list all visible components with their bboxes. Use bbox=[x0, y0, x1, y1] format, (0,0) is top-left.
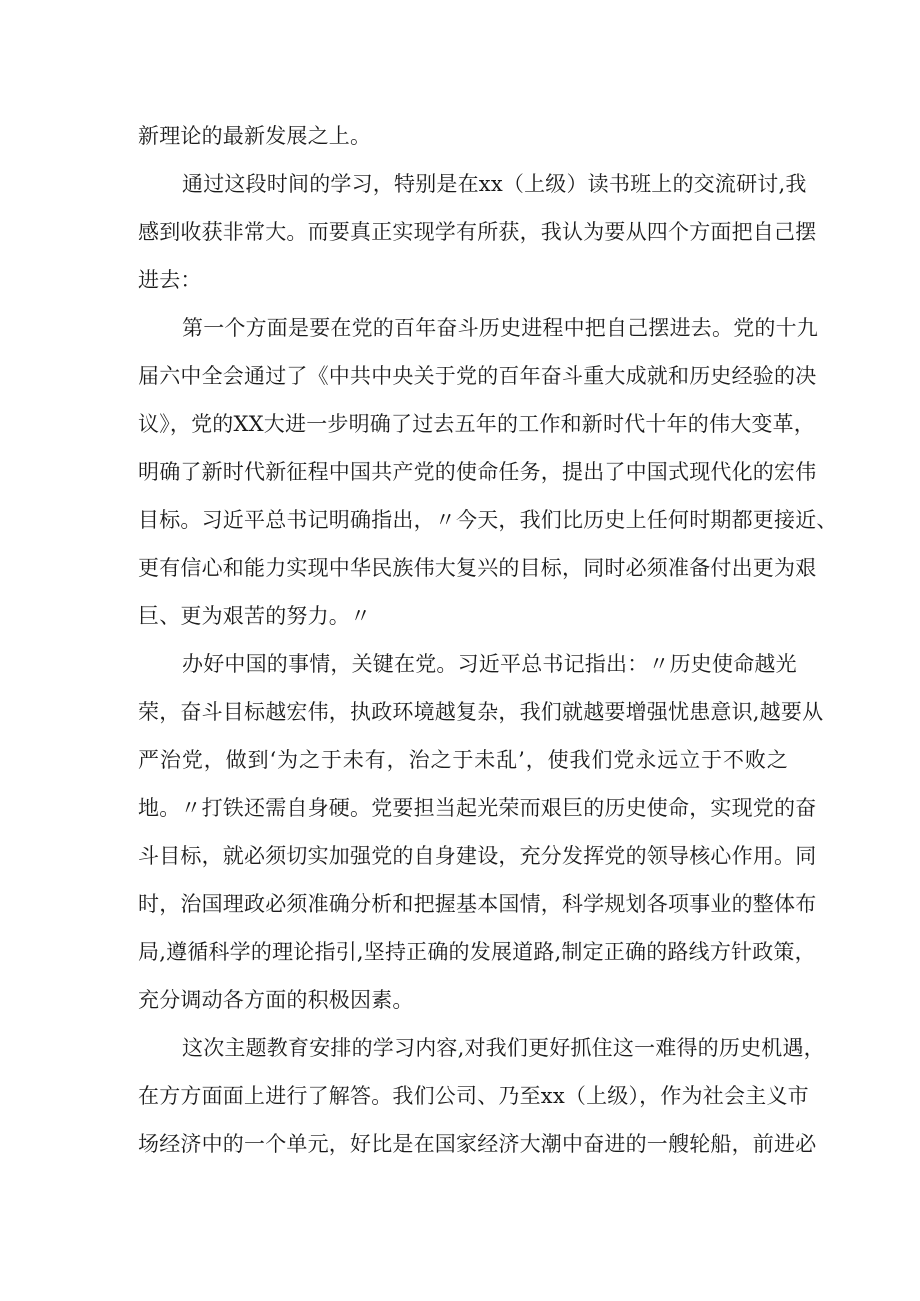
text-line: 这次主题教育安排的学习内容,对我们更好抓住这一难得的历史机遇， bbox=[182, 1036, 825, 1060]
text-line: 进去： bbox=[138, 268, 202, 292]
text-line: 更有信心和能力实现中华民族伟大复兴的目标，同时必须准备付出更为艰 bbox=[138, 556, 817, 580]
text-line: 场经济中的一个单元，好比是在国家经济大潮中奋进的一艘轮船，前进必 bbox=[138, 1132, 817, 1156]
text-line: 第一个方面是要在党的百年奋斗历史进程中把自己摆进去。党的十九 bbox=[182, 316, 818, 340]
text-line: 地。〃打铁还需自身硬。党要担当起光荣而艰巨的历史使命，实现党的奋 bbox=[138, 796, 817, 820]
text-line: 通过这段时间的学习，特别是在xx（上级）读书班上的交流研讨,我 bbox=[182, 172, 807, 196]
text-line: 议》，党的XX大进一步明确了过去五年的工作和新时代十年的伟大变革， bbox=[138, 412, 815, 436]
text-line: 荣，奋斗目标越宏伟，执政环境越复杂，我们就越要增强忧患意识,越要从 bbox=[138, 700, 824, 724]
text-line: 感到收获非常大。而要真正实现学有所获，我认为要从四个方面把自己摆 bbox=[138, 220, 817, 244]
text-line: 在方方面面上进行了解答。我们公司、乃至xx（上级），作为社会主义市 bbox=[138, 1084, 809, 1108]
text-line: 届六中全会通过了《中共中央关于党的百年奋斗重大成就和历史经验的决 bbox=[138, 364, 817, 388]
text-line: 局,遵循科学的理论指引,坚持正确的发展道路,制定正确的路线方针政策， bbox=[138, 940, 816, 964]
text-line: 严治党，做到‘为之于未有，治之于未乱’，使我们党永远立于不败之 bbox=[138, 748, 788, 772]
text-line: 明确了新时代新征程中国共产党的使命任务，提出了中国式现代化的宏伟 bbox=[138, 460, 817, 484]
text-line: 斗目标，就必须切实加强党的自身建设，充分发挥党的领导核心作用。同 bbox=[138, 844, 817, 868]
text-line: 目标。习近平总书记明确指出，〃今天，我们比历史上任何时期都更接近、 bbox=[138, 508, 838, 532]
text-line: 充分调动各方面的积极因素。 bbox=[138, 988, 414, 1012]
text-line: 办好中国的事情，关键在党。习近平总书记指出：〃历史使命越光 bbox=[182, 652, 797, 676]
text-line: 时，治国理政必须准确分析和把握基本国情，科学规划各项事业的整体布 bbox=[138, 892, 817, 916]
text-line: 巨、更为艰苦的努力。〃 bbox=[138, 604, 372, 628]
text-line: 新理论的最新发展之上。 bbox=[138, 124, 372, 148]
